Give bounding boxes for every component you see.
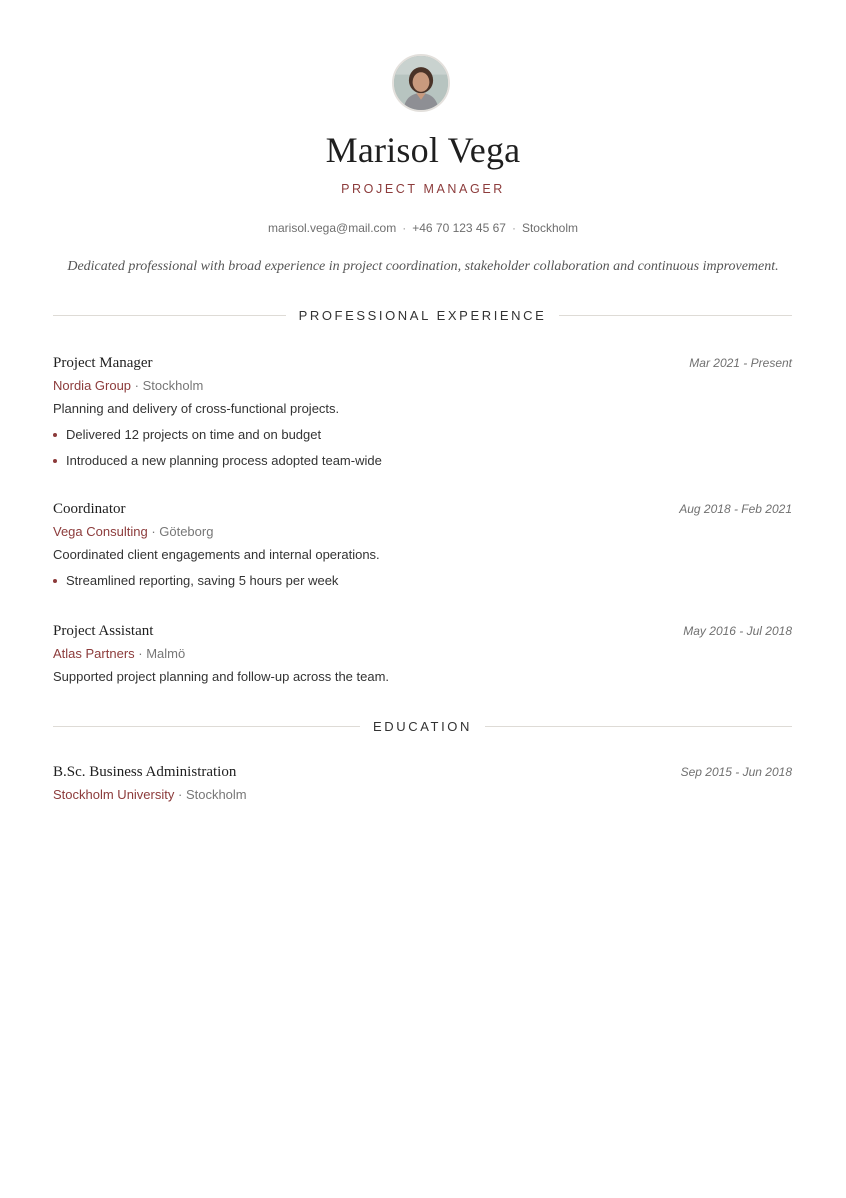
bullet-dot-icon [53,459,57,463]
bullet-dot-icon [53,433,57,437]
contact-separator: · [402,221,407,235]
entry-title: Project Manager [53,355,153,371]
entry-title: B.Sc. Business Administration [53,764,237,780]
experience-section-header [53,305,792,325]
entry-title: Project Assistant [53,623,154,639]
email-text: marisol.vega@mail.com [267,221,397,235]
entry-org-line [53,522,792,542]
entry-org-line [53,785,792,805]
entry-date: Sep 2015 - Jun 2018 [680,765,792,779]
entry-description: Supported project planning and follow-up across the team. [53,669,390,684]
profile-photo [394,56,448,110]
bullet-text: Delivered 12 projects on time and on budget [66,427,322,442]
profile-summary: Dedicated professional with broad experience in project coordination, stakeholder collaboration and continuous improvement. [67,259,779,274]
entry-bullets [53,571,792,591]
bullet-item [53,425,792,445]
experience-entry [53,620,792,687]
contact-line [0,220,846,236]
entry-date: Aug 2018 - Feb 2021 [679,502,792,516]
entry-organization: Stockholm University [53,787,175,802]
entry-bullets [53,425,792,471]
experience-entry [53,498,792,597]
location-text: Stockholm [521,221,578,235]
entry-organization: Vega Consulting [53,524,148,539]
candidate-name: Marisol Vega [325,130,521,170]
entry-organization: Atlas Partners [53,646,135,661]
entry-org-line [53,376,792,396]
experience-entry [53,352,792,477]
education-section-header [53,716,792,736]
entry-title: Coordinator [53,501,126,517]
entry-date: Mar 2021 - Present [689,356,792,370]
entry-location: · Malmö [138,646,186,661]
bullet-item [53,451,792,471]
bullet-dot-icon [53,579,57,583]
avatar [392,54,450,112]
entry-description: Coordinated client engagements and internal operations. [53,547,380,562]
entry-location: · Göteborg [151,524,214,539]
job-title: PROJECT MANAGER [341,182,505,196]
contact-separator: · [511,221,516,235]
section-title: PROFESSIONAL EXPERIENCE [298,307,547,323]
bullet-text: Introduced a new planning process adopted team-wide [66,453,382,468]
section-title: EDUCATION [373,718,472,734]
phone-text: +46 70 123 45 67 [412,221,506,235]
entry-description: Planning and delivery of cross-functional projects. [53,401,340,416]
entry-location: · Stockholm [134,378,204,393]
entry-organization: Nordia Group [53,378,132,393]
bullet-item [53,571,792,591]
bullet-text: Streamlined reporting, saving 5 hours per week [66,573,339,588]
education-entry [53,761,792,805]
section-divider [559,315,792,316]
section-divider [53,726,360,727]
entry-org-line [53,644,792,664]
entry-location: · Stockholm [178,787,247,802]
section-divider [485,726,792,727]
entry-date: May 2016 - Jul 2018 [683,624,792,638]
section-divider [53,315,286,316]
